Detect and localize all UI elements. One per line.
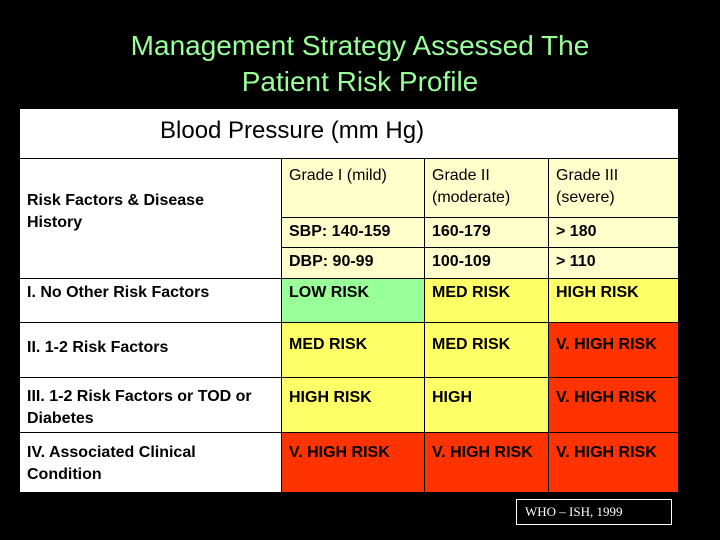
grid-line	[20, 432, 678, 433]
row-3-grade-1: HIGH RISK	[282, 378, 424, 432]
grade-3-label: Grade III (severe)	[556, 167, 619, 206]
grid-line	[548, 159, 549, 492]
row-4-label: IV. Associated Clinical Condition	[27, 444, 196, 483]
grade-1-dbp: DBP: 90-99	[289, 253, 374, 270]
grid-line	[20, 278, 678, 279]
title-line-2: Patient Risk Profile	[241, 66, 479, 97]
row-3-label	[20, 378, 281, 432]
grade-3-sbp: > 180	[556, 223, 597, 240]
grade-2-label: Grade II (moderate)	[432, 167, 511, 206]
grade-2-sbp: 160-179	[432, 223, 491, 240]
grid-line	[281, 217, 678, 218]
row-3-grade-3: V. HIGH RISK	[549, 378, 678, 432]
grid-line	[424, 159, 425, 492]
grid-line	[20, 322, 678, 323]
row-3-label-text: III. 1-2 Risk Factors or TOD or Diabetes	[27, 388, 252, 427]
grid-line	[20, 377, 678, 378]
row-4-grade-2: V. HIGH RISK	[425, 433, 548, 492]
row-3-grade-2: HIGH	[425, 378, 548, 432]
row-2-grade-1: MED RISK	[282, 323, 424, 377]
grade-1-label: Grade I (mild)	[289, 167, 387, 184]
row-2-grade-3: V. HIGH RISK	[549, 323, 678, 377]
risk-table	[20, 109, 678, 492]
row-1-grade-2: MED RISK	[425, 279, 548, 322]
source-footnote: WHO – ISH, 1999	[516, 499, 672, 525]
row-1-grade-3: HIGH RISK	[549, 279, 678, 322]
bp-heading: Blood Pressure (mm Hg)	[20, 109, 678, 159]
grade-3-dbp: > 110	[556, 253, 596, 270]
title-line-1: Management Strategy Assessed The	[130, 30, 590, 61]
risk-factors-header: Risk Factors & Disease History	[27, 192, 204, 231]
row-4-grade-1: V. HIGH RISK	[282, 433, 424, 492]
row-1-label: I. No Other Risk Factors	[27, 284, 210, 301]
grid-line	[281, 247, 678, 248]
grid-line	[281, 159, 282, 492]
row-2-grade-2: MED RISK	[425, 323, 548, 377]
slide-title	[0, 28, 720, 100]
row-2-label: II. 1-2 Risk Factors	[27, 339, 169, 356]
grade-2-dbp: 100-109	[432, 253, 491, 270]
row-1-grade-1: LOW RISK	[282, 279, 424, 322]
row-4-grade-3: V. HIGH RISK	[549, 433, 678, 492]
grade-1-sbp: SBP: 140-159	[289, 223, 391, 240]
